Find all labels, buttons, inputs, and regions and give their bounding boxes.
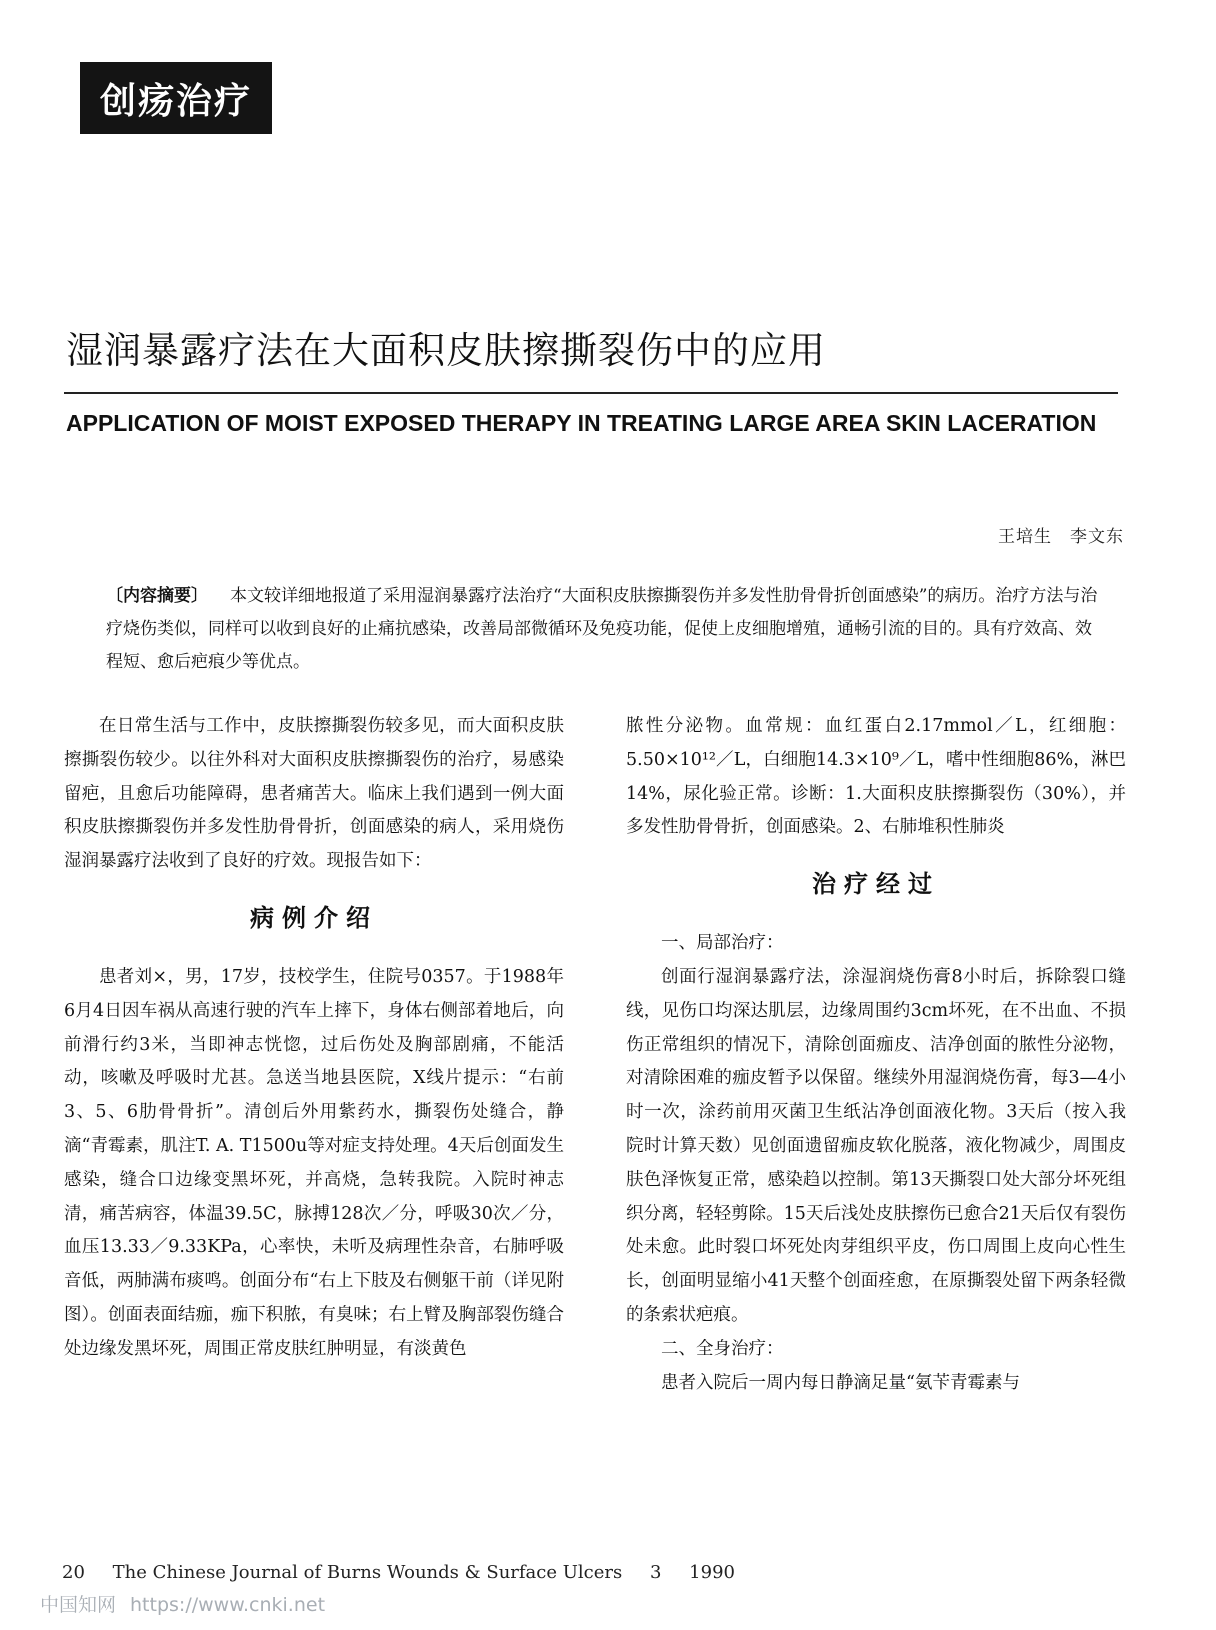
abstract-label: 〔内容摘要〕 [106,586,208,606]
left-column [64,710,564,1367]
heading-case-report: 病例介绍 [250,903,378,932]
article-title-english: APPLICATION OF MOIST EXPOSED THERAPY IN TREATING LARGE AREA SKIN LACERATION [66,410,1097,436]
subheading-local-treatment: 一、局部治疗： [661,933,784,954]
subheading-general-treatment: 二、全身治疗： [661,1338,784,1359]
page-number: 20 [62,1562,85,1583]
page-footer [62,1562,762,1583]
article-title-chinese: 湿润暴露疗法在大面积皮肤擦撕裂伤中的应用 [66,329,826,372]
right-column [626,710,1126,1400]
heading-treatment: 治疗经过 [812,870,940,899]
watermark-brand: 中国知网 [40,1594,117,1616]
cnki-watermark [40,1590,325,1617]
issue-number: 3 [649,1562,662,1583]
local-treatment-paragraph: 创面行湿润暴露疗法，涂湿润烧伤膏8小时后，拆除裂口缝线，见伤口均深达肌层，边缘周围约3cm坏死，在不出血、不损伤正常组织的情况下，清除创面痂皮、洁净创面的脓性分泌物，对清除困难的痂皮暂予以保留。继续外用湿润烧伤膏，每3—4小时一次，涂药前用灭菌卫生纸沾净创面液化物。3天后（按入我院时计算天数）见创面遗留痂皮软化脱落，液化物减少，周围皮肤色泽恢复正常，感染趋以控制。第13天撕裂口处大部分坏死组织分离，轻轻剪除。15天后浅处皮肤擦伤已愈合21天后仅有裂伤处未愈。此时裂口坏死处肉芽组织平皮，伤口周围上皮向心性生长，创面明显缩小41天整个创面痊愈，在原撕裂处留下两条轻微的条索状疤痕。 [626,966,1126,1325]
abstract-text: 本文较详细地报道了采用湿润暴露疗法治疗“大面积皮肤擦撕裂伤并多发性肋骨骨折创面感染”的病历。治疗方法与治疗烧伤类似，同样可以收到良好的止痛抗感染，改善局部微循环及免疫功能，促使上皮细胞增殖，通畅引流的目的。具有疗效高、效程短、愈后疤痕少等优点。 [106,586,1098,672]
title-divider [64,392,1118,394]
authors: 王培生 李文东 [998,527,1124,547]
abstract [106,580,1106,679]
publication-year: 1990 [689,1562,735,1583]
watermark-url: https://www.cnki.net [130,1594,326,1616]
general-treatment-paragraph: 患者入院后一周内每日静滴足量“氨苄青霉素与 [661,1372,1020,1393]
intro-paragraph: 在日常生活与工作中，皮肤擦撕裂伤较多见，而大面积皮肤擦撕裂伤较少。以往外科对大面积皮肤擦撕裂伤的治疗，易感染留疤，且愈后功能障碍，患者痛苦大。临床上我们遇到一例大面积皮肤擦撕裂伤并多发性肋骨骨折，创面感染的病人，采用烧伤湿润暴露疗法收到了良好的疗效。现报告如下： [64,716,564,872]
case-paragraph: 患者刘×，男，17岁，技校学生，住院号0357。于1988年6月4日因车祸从高速行驶的汽车上摔下，身体右侧部着地后，向前滑行约3米，当即神志恍惚，过后伤处及胸部剧痛，不能活动，咳嗽及呼吸时尤甚。急送当地县医院，X线片提示：“右前3、5、6肋骨骨折”。清创后外用紫药水，撕裂伤处缝合，静滴“青霉素，肌注T. A. T1500u等对症支持处理。4天后创面发生感染，缝合口边缘变黑坏死，并高烧，急转我院。入院时神志清，痛苦病容，体温39.5C，脉搏128次／分，呼吸30次／分，血压13.33／9.33KPa，心率快，未听及病理性杂音，右肺呼吸音低，两肺满布痰鸣。创面分布“右上下肢及右侧躯干前（详见附图）。创面表面结痂，痂下积脓，有臭味；右上臂及胸部裂伤缝合处边缘发黑坏死，周围正常皮肤红肿明显，有淡黄色 [64,966,564,1359]
journal-name: The Chinese Journal of Burns Wounds & Surface Ulcers [112,1562,623,1583]
section-tag: 创疡治疗 [80,62,272,134]
case-continuation-paragraph: 脓性分泌物。血常规：血红蛋白2.17mmol／L，红细胞：5.50×10¹²／L，白细胞14.3×10⁹／L，嗜中性细胞86%，淋巴14%，尿化验正常。诊断：1.大面积皮肤擦撕裂伤（30%），并多发性肋骨骨折，创面感染。2、右肺堆积性肺炎 [626,716,1126,838]
